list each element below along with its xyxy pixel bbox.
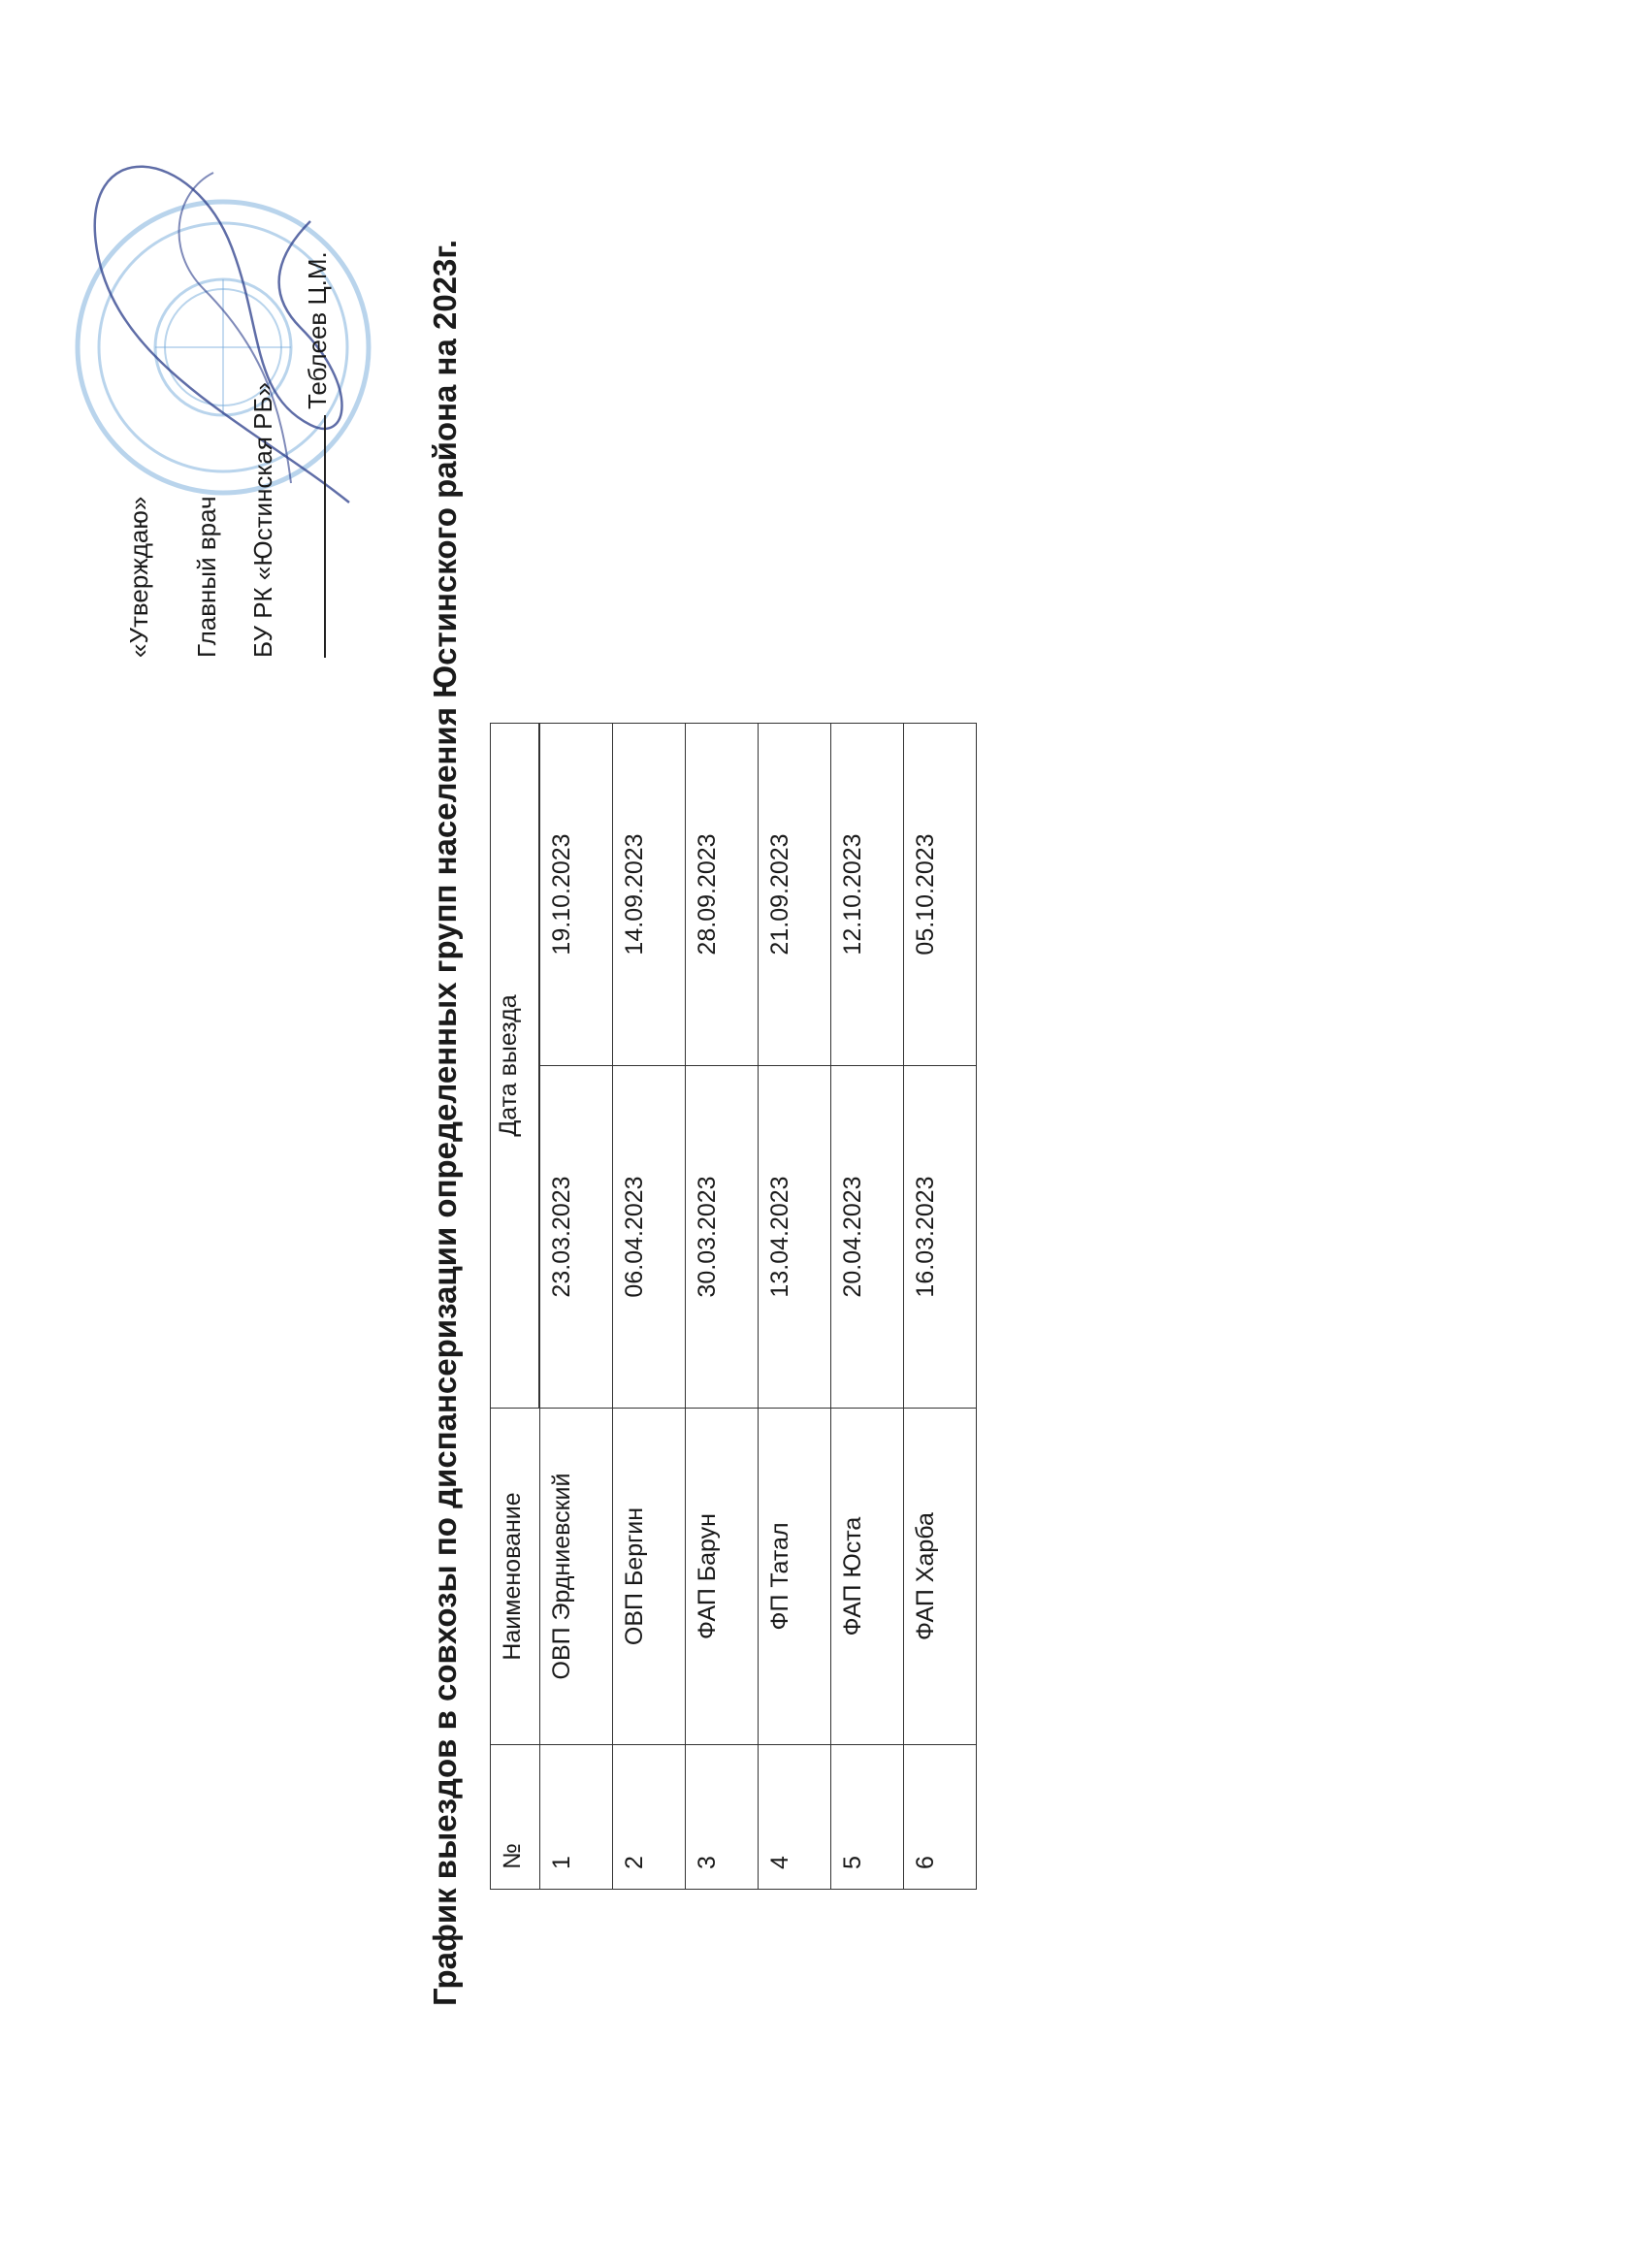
row-date-first: 20.04.2023: [831, 1066, 904, 1409]
row-date-second: 05.10.2023: [904, 724, 977, 1066]
header-date: Дата выезда: [491, 724, 539, 1409]
row-number: 4: [759, 1745, 831, 1890]
row-name: ФП Татал: [759, 1409, 831, 1745]
row-number: 3: [686, 1745, 759, 1890]
table-row: [831, 724, 904, 1890]
row-date-first: 16.03.2023: [904, 1066, 977, 1409]
signature-line: [305, 251, 330, 658]
header-number: №: [491, 1745, 540, 1890]
row-number: 5: [831, 1745, 904, 1890]
row-date-first: 06.04.2023: [613, 1066, 686, 1409]
signature-underline: [324, 415, 326, 658]
table-row: [540, 724, 613, 1890]
table-header-row: [491, 724, 539, 1890]
table-row: [759, 724, 831, 1890]
row-date-first: 23.03.2023: [540, 1066, 613, 1409]
row-number: 2: [613, 1745, 686, 1890]
document-title: График выездов в совхозы по диспансеризации определенных групп населения Юстинского района на 2023г.: [427, 239, 463, 2006]
row-name: ФАП Юста: [831, 1409, 904, 1745]
approver-name: Теблеев Ц.М.: [303, 251, 332, 409]
table-row: [904, 724, 977, 1890]
approval-heading: «Утверждаю»: [124, 496, 153, 658]
table-row: [613, 724, 686, 1890]
row-name: ОВП Эрдниевский: [540, 1409, 613, 1745]
header-name: Наименование: [491, 1409, 540, 1745]
row-date-first: 13.04.2023: [759, 1066, 831, 1409]
row-name: ФАП Харба: [904, 1409, 977, 1745]
row-number: 1: [540, 1745, 613, 1890]
row-date-second: 14.09.2023: [613, 724, 686, 1066]
row-date-second: 12.10.2023: [831, 724, 904, 1066]
row-date-second: 21.09.2023: [759, 724, 831, 1066]
approver-organization: БУ РК «Юстинская РБ»: [248, 381, 277, 658]
schedule-table: [490, 723, 977, 1890]
row-number: 6: [904, 1745, 977, 1890]
row-name: ФАП Барун: [686, 1409, 759, 1745]
row-date-first: 30.03.2023: [686, 1066, 759, 1409]
approver-position: Главный врач: [192, 496, 221, 658]
table-row: [686, 724, 759, 1890]
row-name: ОВП Бергин: [613, 1409, 686, 1745]
row-date-second: 28.09.2023: [686, 724, 759, 1066]
row-date-second: 19.10.2023: [540, 724, 613, 1066]
